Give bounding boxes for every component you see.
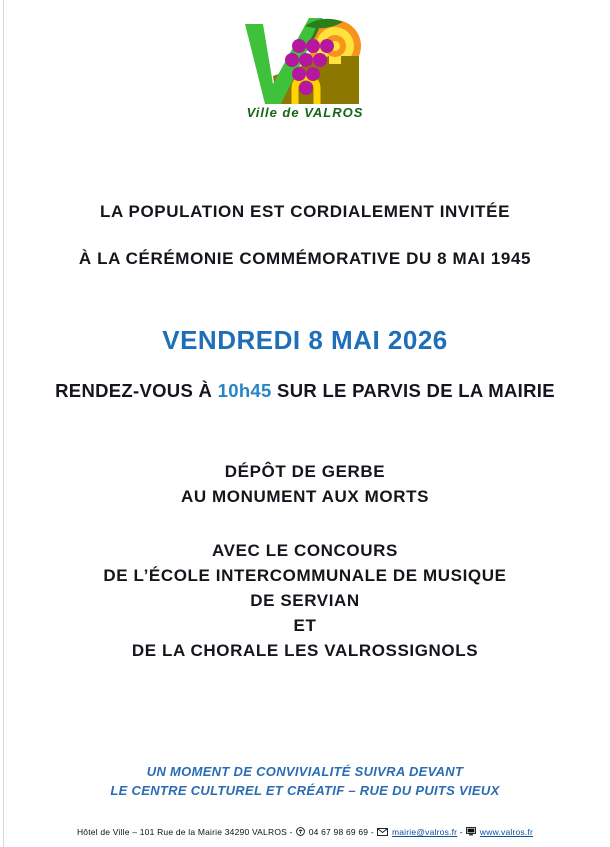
participants-block bbox=[0, 538, 610, 663]
website-link[interactable]: www.valros.fr bbox=[479, 827, 534, 837]
date-heading: VENDREDI 8 MAI 2026 bbox=[162, 325, 448, 355]
participants-line-3: DE SERVIAN bbox=[250, 591, 360, 610]
phone-icon bbox=[296, 827, 305, 836]
meeting-suffix: SUR LE PARVIS DE LA MAIRIE bbox=[271, 380, 555, 401]
email-link[interactable]: mairie@valros.fr bbox=[391, 827, 458, 837]
valros-logo-icon bbox=[235, 16, 375, 106]
participants-line-4: ET bbox=[293, 616, 317, 635]
ceremony-line-1: DÉPÔT DE GERBE bbox=[224, 462, 386, 481]
conviviality-note bbox=[0, 762, 610, 800]
intro-line-1: LA POPULATION EST CORDIALEMENT INVITÉE bbox=[99, 202, 511, 221]
logo-caption: Ville de VALROS bbox=[246, 105, 364, 120]
footer-phone: 04 67 98 69 69 bbox=[308, 827, 369, 837]
meeting-line bbox=[0, 380, 610, 402]
footer bbox=[0, 827, 610, 838]
meeting-time: 10h45 bbox=[217, 380, 272, 401]
ceremony-block bbox=[0, 459, 610, 509]
conviviality-line-2: LE CENTRE CULTUREL ET CRÉATIF – RUE DU PUITS VIEUX bbox=[110, 783, 500, 798]
intro-line-2: À LA CÉRÉMONIE COMMÉMORATIVE DU 8 MAI 1945 bbox=[78, 249, 532, 268]
ceremony-line-2: AU MONUMENT AUX MORTS bbox=[180, 487, 430, 506]
envelope-icon bbox=[377, 828, 388, 836]
participants-line-1: AVEC LE CONCOURS bbox=[212, 541, 398, 560]
participants-line-2: DE L’ÉCOLE INTERCOMMUNALE DE MUSIQUE bbox=[103, 566, 507, 585]
valros-logo bbox=[235, 16, 375, 120]
meeting-prefix: RENDEZ-VOUS À bbox=[55, 380, 218, 401]
participants-line-5: DE LA CHORALE LES VALROSSIGNOLS bbox=[131, 641, 479, 660]
conviviality-line-1: UN MOMENT DE CONVIVIALITÉ SUIVRA DEVANT bbox=[146, 764, 464, 779]
page-edge-line bbox=[3, 0, 4, 847]
footer-sep-2: - bbox=[459, 827, 463, 837]
footer-address: Hôtel de Ville – 101 Rue de la Mairie 34290 VALROS - bbox=[76, 827, 293, 837]
computer-icon bbox=[466, 827, 476, 836]
footer-sep-1: - bbox=[370, 827, 374, 837]
